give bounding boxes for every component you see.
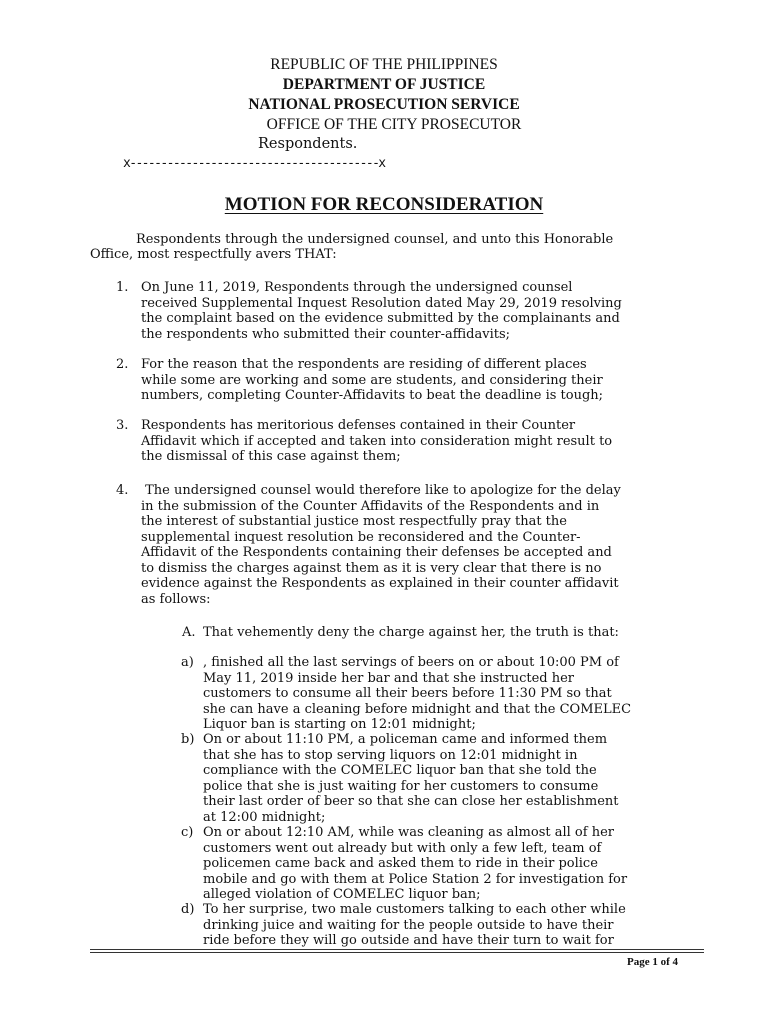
item-line: received Supplemental Inquest Resolution dated May 29, 2019 resolving [141, 295, 622, 311]
item-line: the complaint based on the evidence submitted by the complainants and [141, 311, 620, 326]
header-city-prosecutor: OFFICE OF THE CITY PROSECUTOR [266, 116, 522, 133]
sub-text: That vehemently deny the charge against her, the truth is that: [203, 625, 619, 640]
intro-line-2: Office, most respectfully avers THAT: [90, 247, 337, 262]
sub-number: A. [182, 625, 196, 640]
sub-item-letter: b) [181, 732, 195, 747]
footer-rule-top [90, 949, 704, 950]
item-line: the respondents who submitted their counter-affidavits; [141, 326, 511, 342]
sub-item-line: To her surprise, two male customers talking to each other while [203, 902, 626, 917]
header-republic: REPUBLIC OF THE PHILIPPINES [270, 56, 498, 73]
sub-list-item [181, 732, 701, 827]
sub-item-letter: a) [181, 655, 194, 670]
item-line: to dismiss the charges against them as it is very clear that there is no [141, 560, 602, 576]
document-title: MOTION FOR RECONSIDERATION [224, 194, 544, 215]
item-line: as follows: [141, 591, 211, 607]
item-number: 3. [116, 418, 129, 433]
sub-item-line: policemen came back and asked them to ride in their police [203, 856, 598, 871]
sub-item-line: On or about 12:10 AM, while was cleaning as almost all of her [203, 825, 614, 840]
sub-item-line: May 11, 2019 inside her bar and that she instructed her [203, 670, 574, 686]
item-number: 2. [116, 357, 129, 372]
item-line: in the submission of the Counter Affidavits of the Respondents and in [141, 498, 600, 514]
item-line: Respondents has meritorious defenses contained in their Counter [141, 418, 576, 433]
sub-item-line: alleged violation of COMELEC liquor ban; [203, 887, 481, 902]
sub-item-line: ride before they will go outside and have their turn to wait for [203, 933, 614, 948]
sub-item-line: she can have a cleaning before midnight and that the COMELEC [203, 701, 632, 717]
sub-item-line: drinking juice and waiting for the people outside to have their [203, 917, 614, 933]
list-item [116, 357, 686, 407]
item-line: numbers, completing Counter-Affidavits to beat the deadline is tough; [141, 388, 604, 403]
sub-item-line: customers to consume all their beers before 11:30 PM so that [203, 686, 612, 701]
respondents-label: Respondents. [258, 136, 358, 152]
sub-item-line: compliance with the COMELEC liquor ban that she told the [203, 763, 597, 778]
item-line: For the reason that the respondents are residing of different places [141, 357, 587, 372]
sub-list-item [181, 902, 701, 950]
list-item [116, 483, 696, 609]
sub-item-line: , finished all the last servings of beers on or about 10:00 PM of [203, 655, 619, 670]
item-line: On June 11, 2019, Respondents through the undersigned counsel [141, 280, 573, 295]
sub-heading-a [182, 625, 682, 641]
sub-item-line: customers went out already but with only a few left, team of [203, 840, 602, 856]
list-item [116, 418, 686, 468]
sub-item-line: On or about 11:10 PM, a policeman came and informed them [203, 732, 608, 747]
sub-item-line: Liquor ban is starting on 12:01 midnight; [203, 717, 476, 732]
item-line: Affidavit which if accepted and taken into consideration might result to [141, 433, 613, 449]
sub-item-letter: d) [181, 902, 195, 917]
footer-rule-bottom [90, 952, 704, 953]
item-line: The undersigned counsel would therefore like to apologize for the delay [141, 483, 621, 498]
sub-item-line: their last order of beer so that she can close her establishment [203, 794, 619, 809]
item-line: the interest of substantial justice most respectfully pray that the [141, 514, 567, 529]
item-line: Affidavit of the Respondents containing their defenses be accepted and [141, 545, 612, 560]
sub-item-line: at 12:00 midnight; [203, 809, 326, 825]
header-prosecution-service: NATIONAL PROSECUTION SERVICE [248, 96, 520, 113]
item-line: the dismissal of this case against them; [141, 449, 401, 464]
item-number: 1. [116, 280, 129, 295]
sub-item-letter: c) [181, 825, 194, 840]
item-number: 4. [116, 483, 129, 498]
sub-item-line: mobile and go with them at Police Station 2 for investigation for [203, 871, 628, 887]
item-line: evidence against the Respondents as explained in their counter affidavit [141, 576, 619, 591]
sub-item-line: that she has to stop serving liquors on 12:01 midnight in [203, 747, 578, 763]
sub-list-item [181, 825, 701, 905]
item-line: supplemental inquest resolution be reconsidered and the Counter- [141, 529, 581, 545]
intro-line-1: Respondents through the undersigned counsel, and unto this Honorable [136, 232, 614, 247]
caption-separator: x----------------------------------------x [123, 156, 385, 171]
list-item [116, 280, 686, 344]
sub-item-line: police that she is just waiting for her customers to consume [203, 778, 599, 794]
page-number: Page 1 of 4 [626, 956, 678, 968]
header-department: DEPARTMENT OF JUSTICE [282, 76, 486, 93]
item-line: while some are working and some are students, and considering their [141, 372, 603, 388]
sub-list-item [181, 655, 701, 735]
